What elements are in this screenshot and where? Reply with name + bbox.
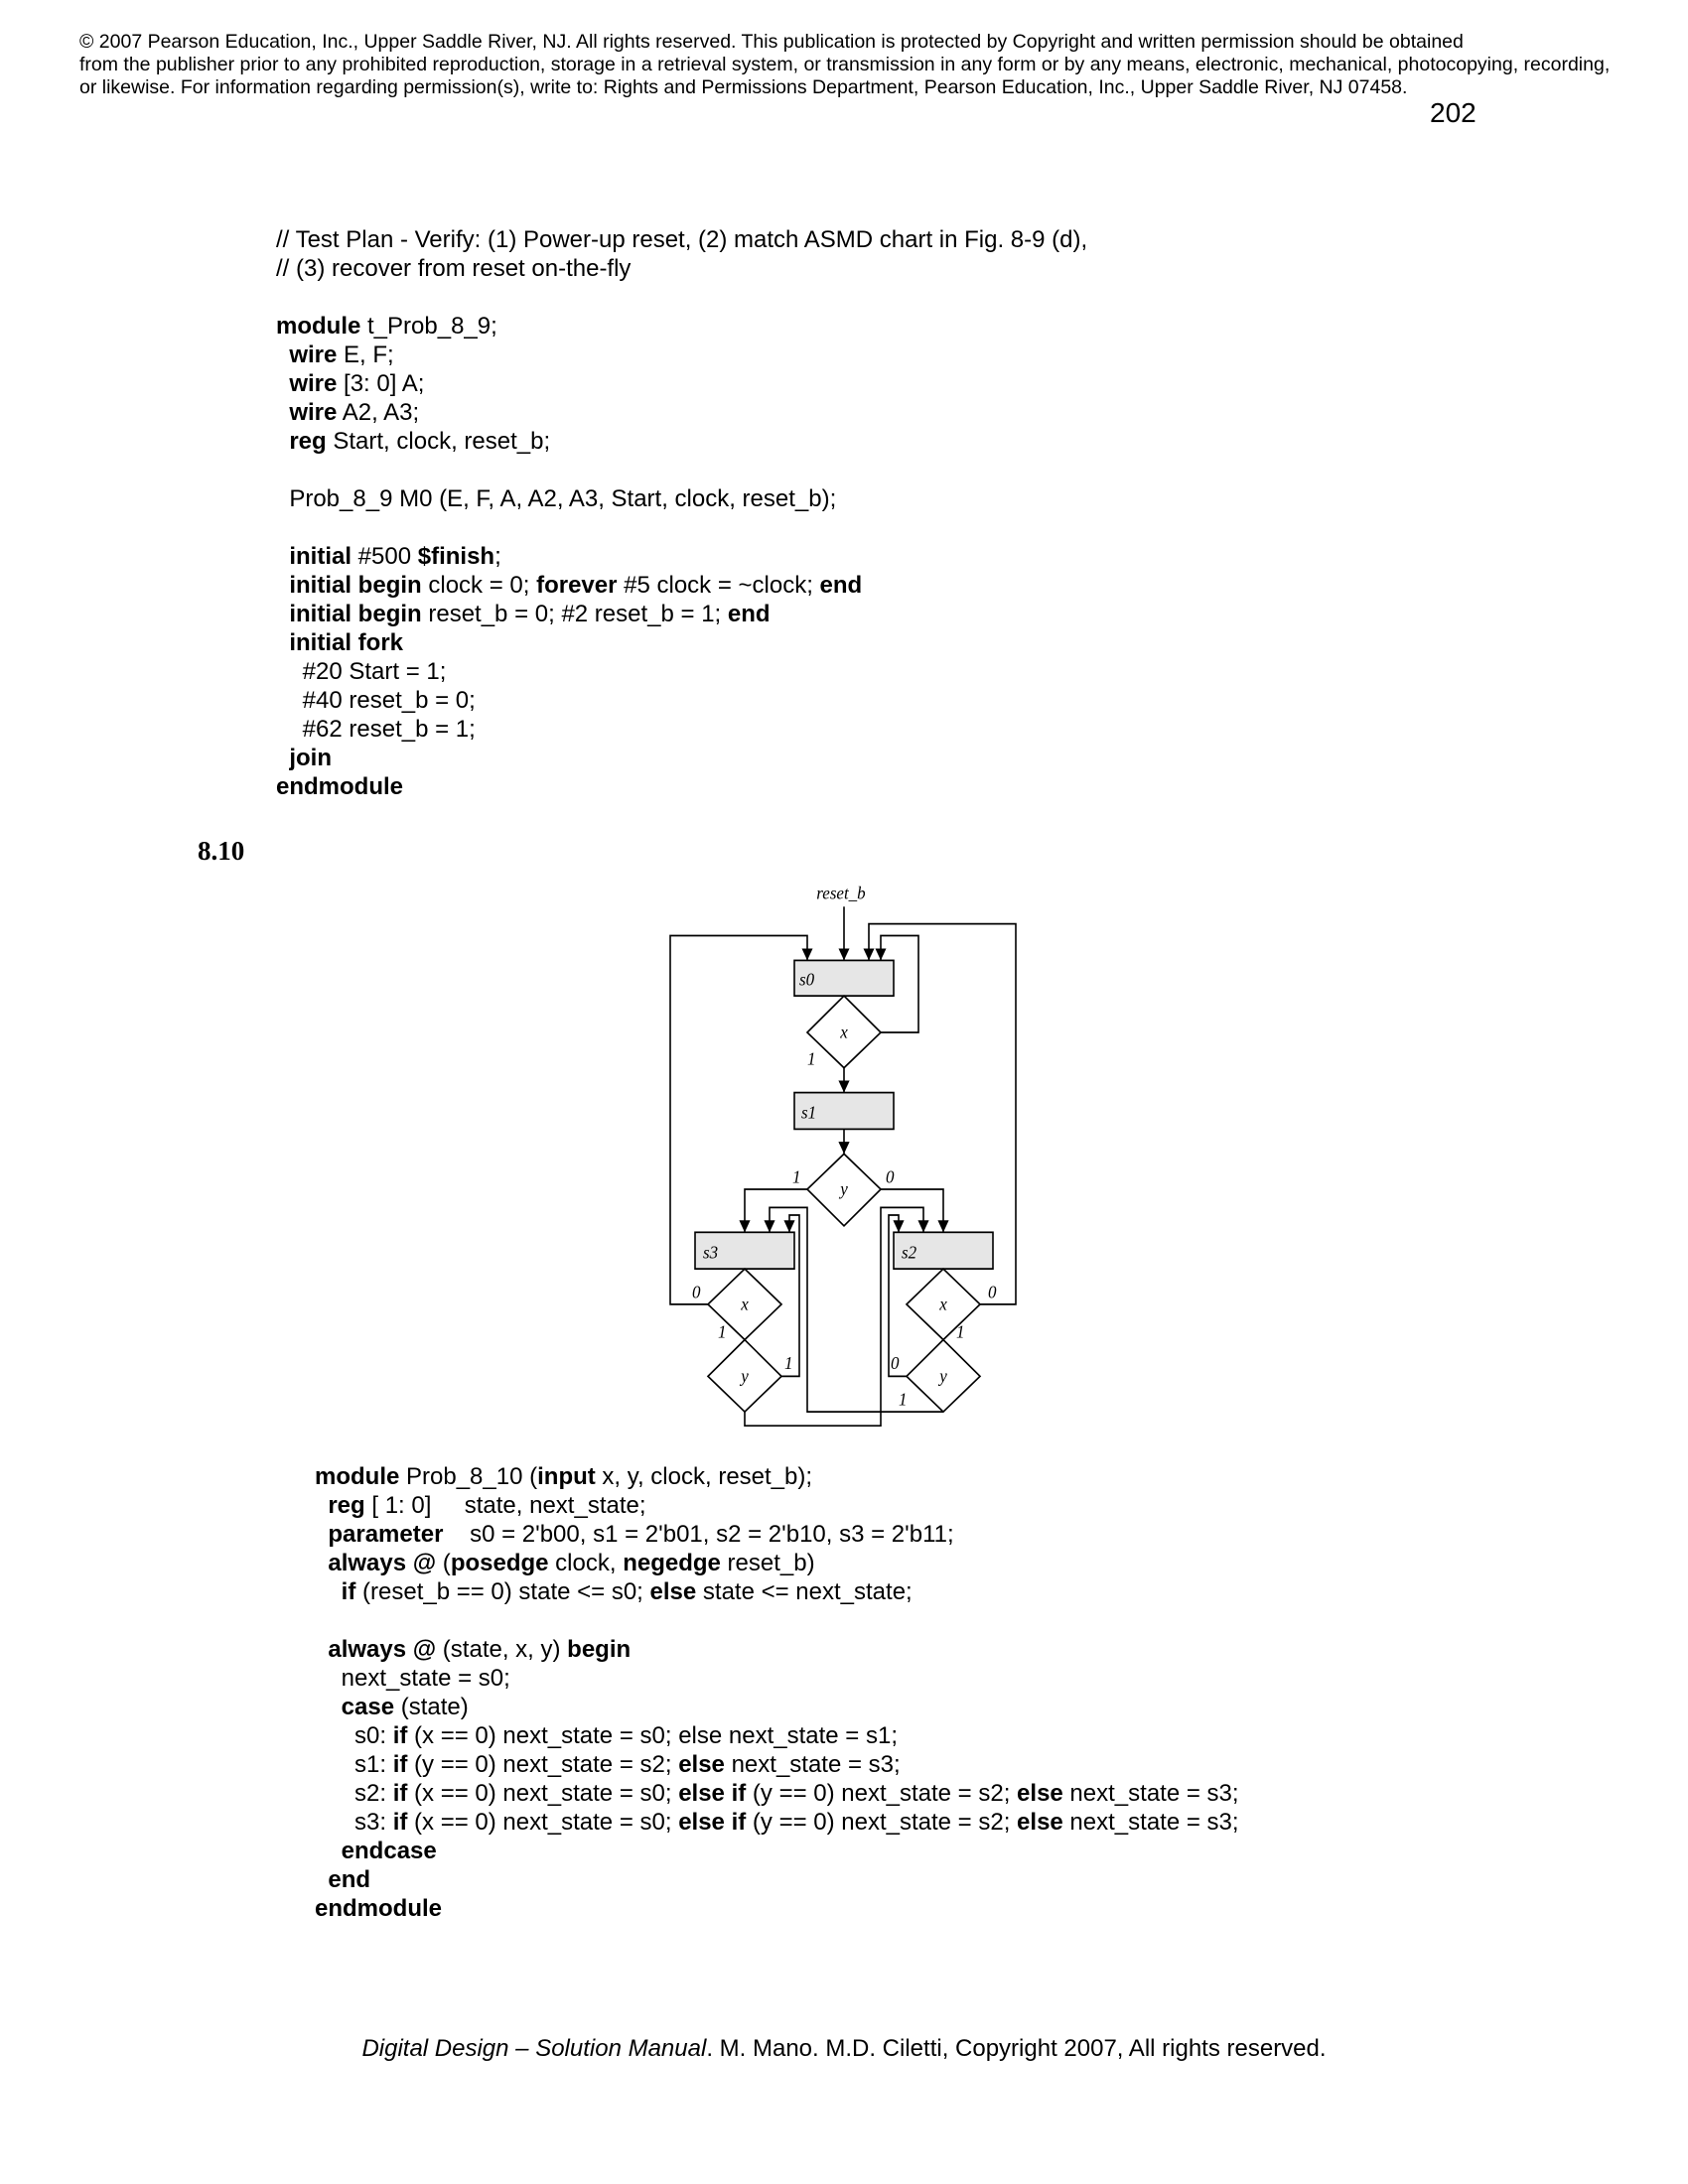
code-text: ( — [436, 1550, 451, 1576]
s1-to-s3-path — [745, 1189, 807, 1232]
code-text: (state) — [394, 1694, 469, 1720]
code-line — [276, 600, 1087, 628]
code-text: s0: — [315, 1722, 393, 1749]
code-keyword: if — [392, 1780, 408, 1807]
state-label-s1: s1 — [801, 1101, 817, 1123]
code-line — [276, 427, 1087, 456]
code-line — [276, 571, 1087, 600]
reset-label: reset_b — [816, 883, 866, 903]
code-keyword: module — [315, 1463, 400, 1490]
branch-label: 1 — [718, 1320, 727, 1342]
code-keyword: wire — [289, 341, 338, 368]
code-keyword: wire — [289, 399, 338, 426]
code-line — [315, 1721, 1239, 1750]
state-label-s2: s2 — [902, 1241, 917, 1263]
cond-x: x — [840, 1021, 848, 1042]
code-line — [315, 1779, 1239, 1808]
code-text: #500 — [352, 543, 418, 570]
code-text: (reset_b == 0) state <= s0; — [355, 1578, 650, 1605]
code-text — [315, 1866, 328, 1893]
code-keyword: join — [289, 745, 332, 771]
code-text: #5 clock = ~clock; — [617, 572, 820, 599]
code-text — [276, 543, 289, 570]
code-text: (x == 0) next_state = s0; else next_state = s1; — [407, 1722, 898, 1749]
code-text — [276, 428, 289, 455]
code-text — [276, 399, 289, 426]
branch-label: 0 — [886, 1165, 895, 1187]
code-line — [276, 369, 1087, 398]
code-text: (y == 0) next_state = s2; — [746, 1809, 1018, 1836]
code-keyword: wire — [289, 370, 338, 397]
cond-y: y — [840, 1177, 848, 1199]
code-line — [276, 484, 1087, 513]
code-line — [276, 341, 1087, 369]
code-keyword: parameter — [328, 1521, 444, 1548]
code-text — [315, 1636, 328, 1663]
code-text: Start, clock, reset_b; — [326, 428, 551, 455]
code-line — [276, 542, 1087, 571]
branch-label: 1 — [899, 1388, 908, 1410]
cond-x: x — [741, 1293, 749, 1314]
branch-label: 1 — [784, 1352, 793, 1373]
code-text — [276, 745, 289, 771]
code-text: Prob_8_10 ( — [399, 1463, 538, 1490]
code-line — [315, 1520, 1239, 1549]
footer — [0, 2035, 1688, 2063]
code-keyword: else — [649, 1578, 697, 1605]
code-text — [315, 1578, 342, 1605]
code-keyword: end — [727, 601, 771, 627]
code-line — [315, 1837, 1239, 1865]
code-line — [315, 1606, 1239, 1635]
branch-label: 0 — [891, 1352, 900, 1373]
branch-label: 0 — [988, 1281, 997, 1302]
code-keyword: if — [392, 1809, 408, 1836]
code-keyword: initial fork — [289, 629, 404, 656]
code-text — [276, 601, 289, 627]
code-text: // (3) recover from reset on-the-fly — [276, 255, 632, 282]
code-keyword: initial begin — [289, 601, 422, 627]
code-text — [276, 572, 289, 599]
s1-to-s2-path — [881, 1189, 943, 1232]
code-text: state <= next_state; — [696, 1578, 913, 1605]
copyright-line: © 2007 Pearson Education, Inc., Upper Saddle River, NJ. All rights reserved. This publication is protected by Copyright and written permission should be obtained — [79, 31, 1464, 53]
code-keyword: else if — [678, 1809, 747, 1836]
code-keyword: if — [341, 1578, 356, 1605]
code-text: s2: — [315, 1780, 393, 1807]
code-keyword: input — [537, 1463, 596, 1490]
code-keyword: endmodule — [315, 1895, 443, 1922]
code-text: (x == 0) next_state = s0; — [407, 1809, 679, 1836]
code-text — [315, 1492, 328, 1519]
code-line — [315, 1491, 1239, 1520]
copyright-line: or likewise. For information regarding permission(s), write to: Rights and Permissions Department, Pearson Education, Inc., Upper Saddle River, NJ 07458. — [79, 76, 1408, 98]
code-text — [315, 1550, 328, 1576]
footer-title: Digital Design – Solution Manual — [361, 2035, 707, 2062]
code-text: s1: — [315, 1751, 393, 1778]
code-text: reset_b) — [720, 1550, 815, 1576]
code-text: next_state = s3; — [1062, 1809, 1239, 1836]
code-text: A2, A3; — [337, 399, 420, 426]
code-text: (state, x, y) — [436, 1636, 568, 1663]
state-label-s0: s0 — [799, 968, 815, 990]
code-keyword: else — [1017, 1809, 1063, 1836]
code-text: Prob_8_9 M0 (E, F, A, A2, A3, Start, clock, reset_b); — [276, 485, 837, 512]
code-line — [276, 283, 1087, 312]
code-text: s3: — [315, 1809, 393, 1836]
cond-y: y — [741, 1365, 749, 1386]
code-text: // Test Plan - Verify: (1) Power-up reset, (2) match ASMD chart in Fig. 8-9 (d), — [276, 226, 1088, 253]
code-text: #62 reset_b = 1; — [276, 716, 476, 743]
copyright-line: from the publisher prior to any prohibited reproduction, storage in a retrieval system, or transmission in any form or by any means, electronic, mechanical, photocopying, recording, — [79, 54, 1611, 75]
code-line — [315, 1894, 1239, 1923]
footer-credits: . M. Mano. M.D. Ciletti, Copyright 2007, All rights reserved. — [706, 2035, 1327, 2062]
code-text: #40 reset_b = 0; — [276, 687, 476, 714]
code-keyword: negedge — [623, 1550, 721, 1576]
code-line — [315, 1549, 1239, 1577]
code-text: s0 = 2'b00, s1 = 2'b01, s2 = 2'b10, s3 = 2'b11; — [443, 1521, 954, 1548]
code-keyword: case — [341, 1694, 395, 1720]
code-keyword: else — [1017, 1780, 1063, 1807]
code-text: ; — [494, 543, 501, 570]
branch-label: 1 — [792, 1165, 801, 1187]
code-keyword: always @ — [328, 1636, 437, 1663]
code-keyword: if — [392, 1751, 408, 1778]
code-keyword: reg — [328, 1492, 365, 1519]
branch-label: 1 — [956, 1320, 965, 1342]
code-line — [276, 254, 1087, 283]
code-text: clock = 0; — [421, 572, 537, 599]
code-line — [276, 456, 1087, 484]
asmd-chart — [645, 864, 1043, 1449]
code-line — [315, 1664, 1239, 1693]
code-line — [276, 657, 1087, 686]
cond-y: y — [939, 1365, 947, 1386]
code-text: (x == 0) next_state = s0; — [407, 1780, 679, 1807]
code-keyword: end — [328, 1866, 371, 1893]
cond-x: x — [939, 1293, 947, 1314]
code-text: (y == 0) next_state = s2; — [407, 1751, 679, 1778]
code-line — [315, 1577, 1239, 1606]
code-keyword: forever — [536, 572, 618, 599]
code-keyword: reg — [289, 428, 327, 455]
branch-label: 0 — [692, 1281, 701, 1302]
code-line — [276, 715, 1087, 744]
code-keyword: if — [392, 1722, 408, 1749]
code-keyword: always @ — [328, 1550, 437, 1576]
code-text: reset_b = 0; #2 reset_b = 1; — [421, 601, 728, 627]
code-line — [276, 312, 1087, 341]
code-text: [ 1: 0] state, next_state; — [364, 1492, 646, 1519]
code-keyword: begin — [567, 1636, 632, 1663]
code-line — [276, 686, 1087, 715]
code-text: next_state = s0; — [315, 1665, 510, 1692]
code-text: #20 Start = 1; — [276, 658, 447, 685]
code-text: t_Prob_8_9; — [360, 313, 497, 340]
code-text: next_state = s3; — [1062, 1780, 1239, 1807]
code-line — [315, 1750, 1239, 1779]
code-line — [315, 1865, 1239, 1894]
section-number: 8.10 — [198, 836, 245, 866]
code-keyword: module — [276, 313, 361, 340]
code-keyword: else — [678, 1751, 725, 1778]
code-text — [276, 370, 289, 397]
code-text: clock, — [548, 1550, 624, 1576]
branch-label: 1 — [807, 1047, 816, 1069]
code-text — [276, 629, 289, 656]
code-line — [315, 1808, 1239, 1837]
code-keyword: endcase — [341, 1838, 437, 1864]
code-text: E, F; — [337, 341, 394, 368]
code-text: x, y, clock, reset_b); — [595, 1463, 813, 1490]
state-label-s3: s3 — [703, 1241, 719, 1263]
code-keyword: endmodule — [276, 773, 404, 800]
code-text — [315, 1838, 342, 1864]
code-text: [3: 0] A; — [337, 370, 425, 397]
code-line — [276, 225, 1087, 254]
code-text — [276, 341, 289, 368]
code-keyword: else if — [678, 1780, 747, 1807]
code-line — [276, 628, 1087, 657]
code-line — [276, 513, 1087, 542]
code-keyword: initial — [289, 543, 352, 570]
testbench-code-block — [276, 225, 1087, 801]
code-line — [276, 744, 1087, 772]
code-text: (y == 0) next_state = s2; — [746, 1780, 1018, 1807]
code-line — [315, 1693, 1239, 1721]
code-keyword: initial begin — [289, 572, 422, 599]
code-line — [276, 398, 1087, 427]
code-line — [315, 1462, 1239, 1491]
page-number: 202 — [1430, 97, 1477, 128]
module-code-block — [315, 1462, 1239, 1923]
code-keyword: posedge — [450, 1550, 549, 1576]
code-text — [315, 1521, 328, 1548]
code-keyword: end — [819, 572, 863, 599]
code-text — [315, 1694, 342, 1720]
code-text: next_state = s3; — [724, 1751, 901, 1778]
code-line — [315, 1635, 1239, 1664]
code-line — [276, 772, 1087, 801]
code-keyword: $finish — [417, 543, 495, 570]
